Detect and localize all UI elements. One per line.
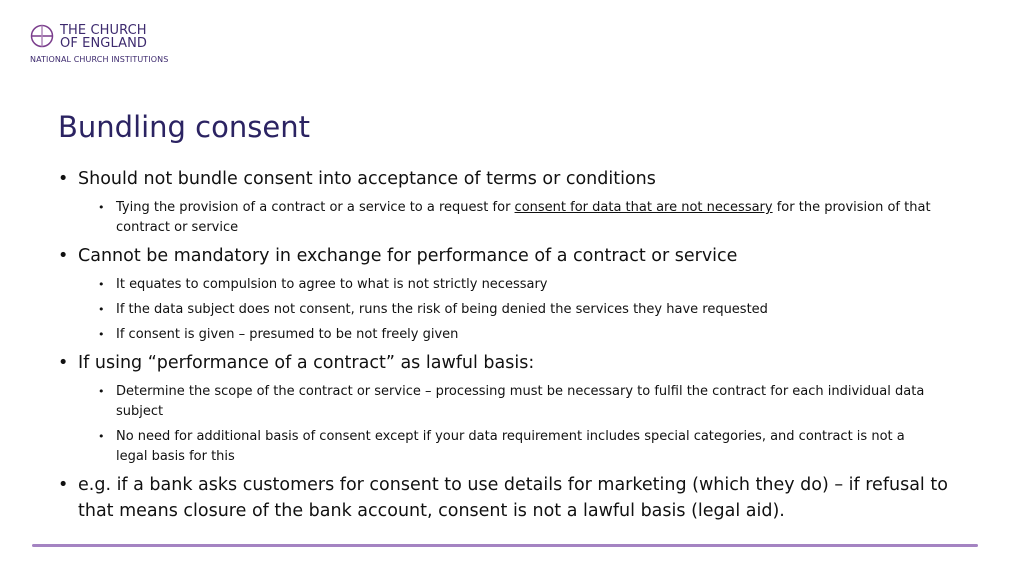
sub-bullet-item xyxy=(58,300,936,320)
sub-bullet-text: Determine the scope of the contract or service – processing must be necessary to fulfil the contract for each individual data subject xyxy=(116,384,925,419)
bullet-text: If using “performance of a contract” as lawful basis: xyxy=(78,353,535,373)
bullet-dot-icon: • xyxy=(98,201,105,214)
logo-text-line1: THE CHURCH xyxy=(60,23,147,38)
sub-bullet-text: for the provision of that contract or service xyxy=(116,200,931,235)
sub-bullet-item xyxy=(58,198,936,238)
sub-bullet-text: No need for additional basis of consent except if your data requirement includes special categories, and contract is not a legal basis for this xyxy=(116,429,905,464)
bullet-dot-icon: • xyxy=(98,430,105,443)
bullet-text: Cannot be mandatory in exchange for performance of a contract or service xyxy=(78,246,738,266)
sub-bullet-item xyxy=(58,427,936,467)
sub-bullet-text: If consent is given – presumed to be not freely given xyxy=(116,327,459,342)
church-of-england-logo xyxy=(30,24,190,70)
bullet-dot-icon: • xyxy=(58,169,69,189)
bullet-text: e.g. if a bank asks customers for consent to use details for marketing (which they do) – if refusal to that means closure of the bank account, consent is not a lawful basis (legal aid). xyxy=(78,475,948,521)
bullet-item xyxy=(58,166,958,192)
bullet-item xyxy=(58,472,958,524)
bullet-dot-icon: • xyxy=(98,303,105,316)
underlined-phrase: consent for data that are not necessary xyxy=(514,200,773,215)
bullet-dot-icon: • xyxy=(98,278,105,291)
bullet-list xyxy=(58,166,958,530)
bullet-item xyxy=(58,243,958,269)
bullet-dot-icon: • xyxy=(98,385,105,398)
footer-divider xyxy=(32,544,978,547)
bullet-dot-icon: • xyxy=(58,475,69,495)
sub-bullet-item xyxy=(58,325,936,345)
bullet-text: Should not bundle consent into acceptance of terms or conditions xyxy=(78,169,656,189)
bullet-dot-icon: • xyxy=(58,246,69,266)
cross-circle-logo-icon xyxy=(30,24,54,48)
slide-title: Bundling consent xyxy=(58,110,310,144)
logo-subtitle: NATIONAL CHURCH INSTITUTIONS xyxy=(30,55,169,64)
sub-bullet-text: It equates to compulsion to agree to what is not strictly necessary xyxy=(116,277,548,292)
bullet-dot-icon: • xyxy=(58,353,69,373)
sub-bullet-text: Tying the provision of a contract or a service to a request for xyxy=(116,200,515,215)
bullet-dot-icon: • xyxy=(98,328,105,341)
sub-bullet-text: If the data subject does not consent, runs the risk of being denied the services they have requested xyxy=(116,302,768,317)
bullet-item xyxy=(58,350,958,376)
sub-bullet-item xyxy=(58,275,936,295)
sub-bullet-item xyxy=(58,382,936,422)
logo-text-line2: OF ENGLAND xyxy=(60,36,148,51)
